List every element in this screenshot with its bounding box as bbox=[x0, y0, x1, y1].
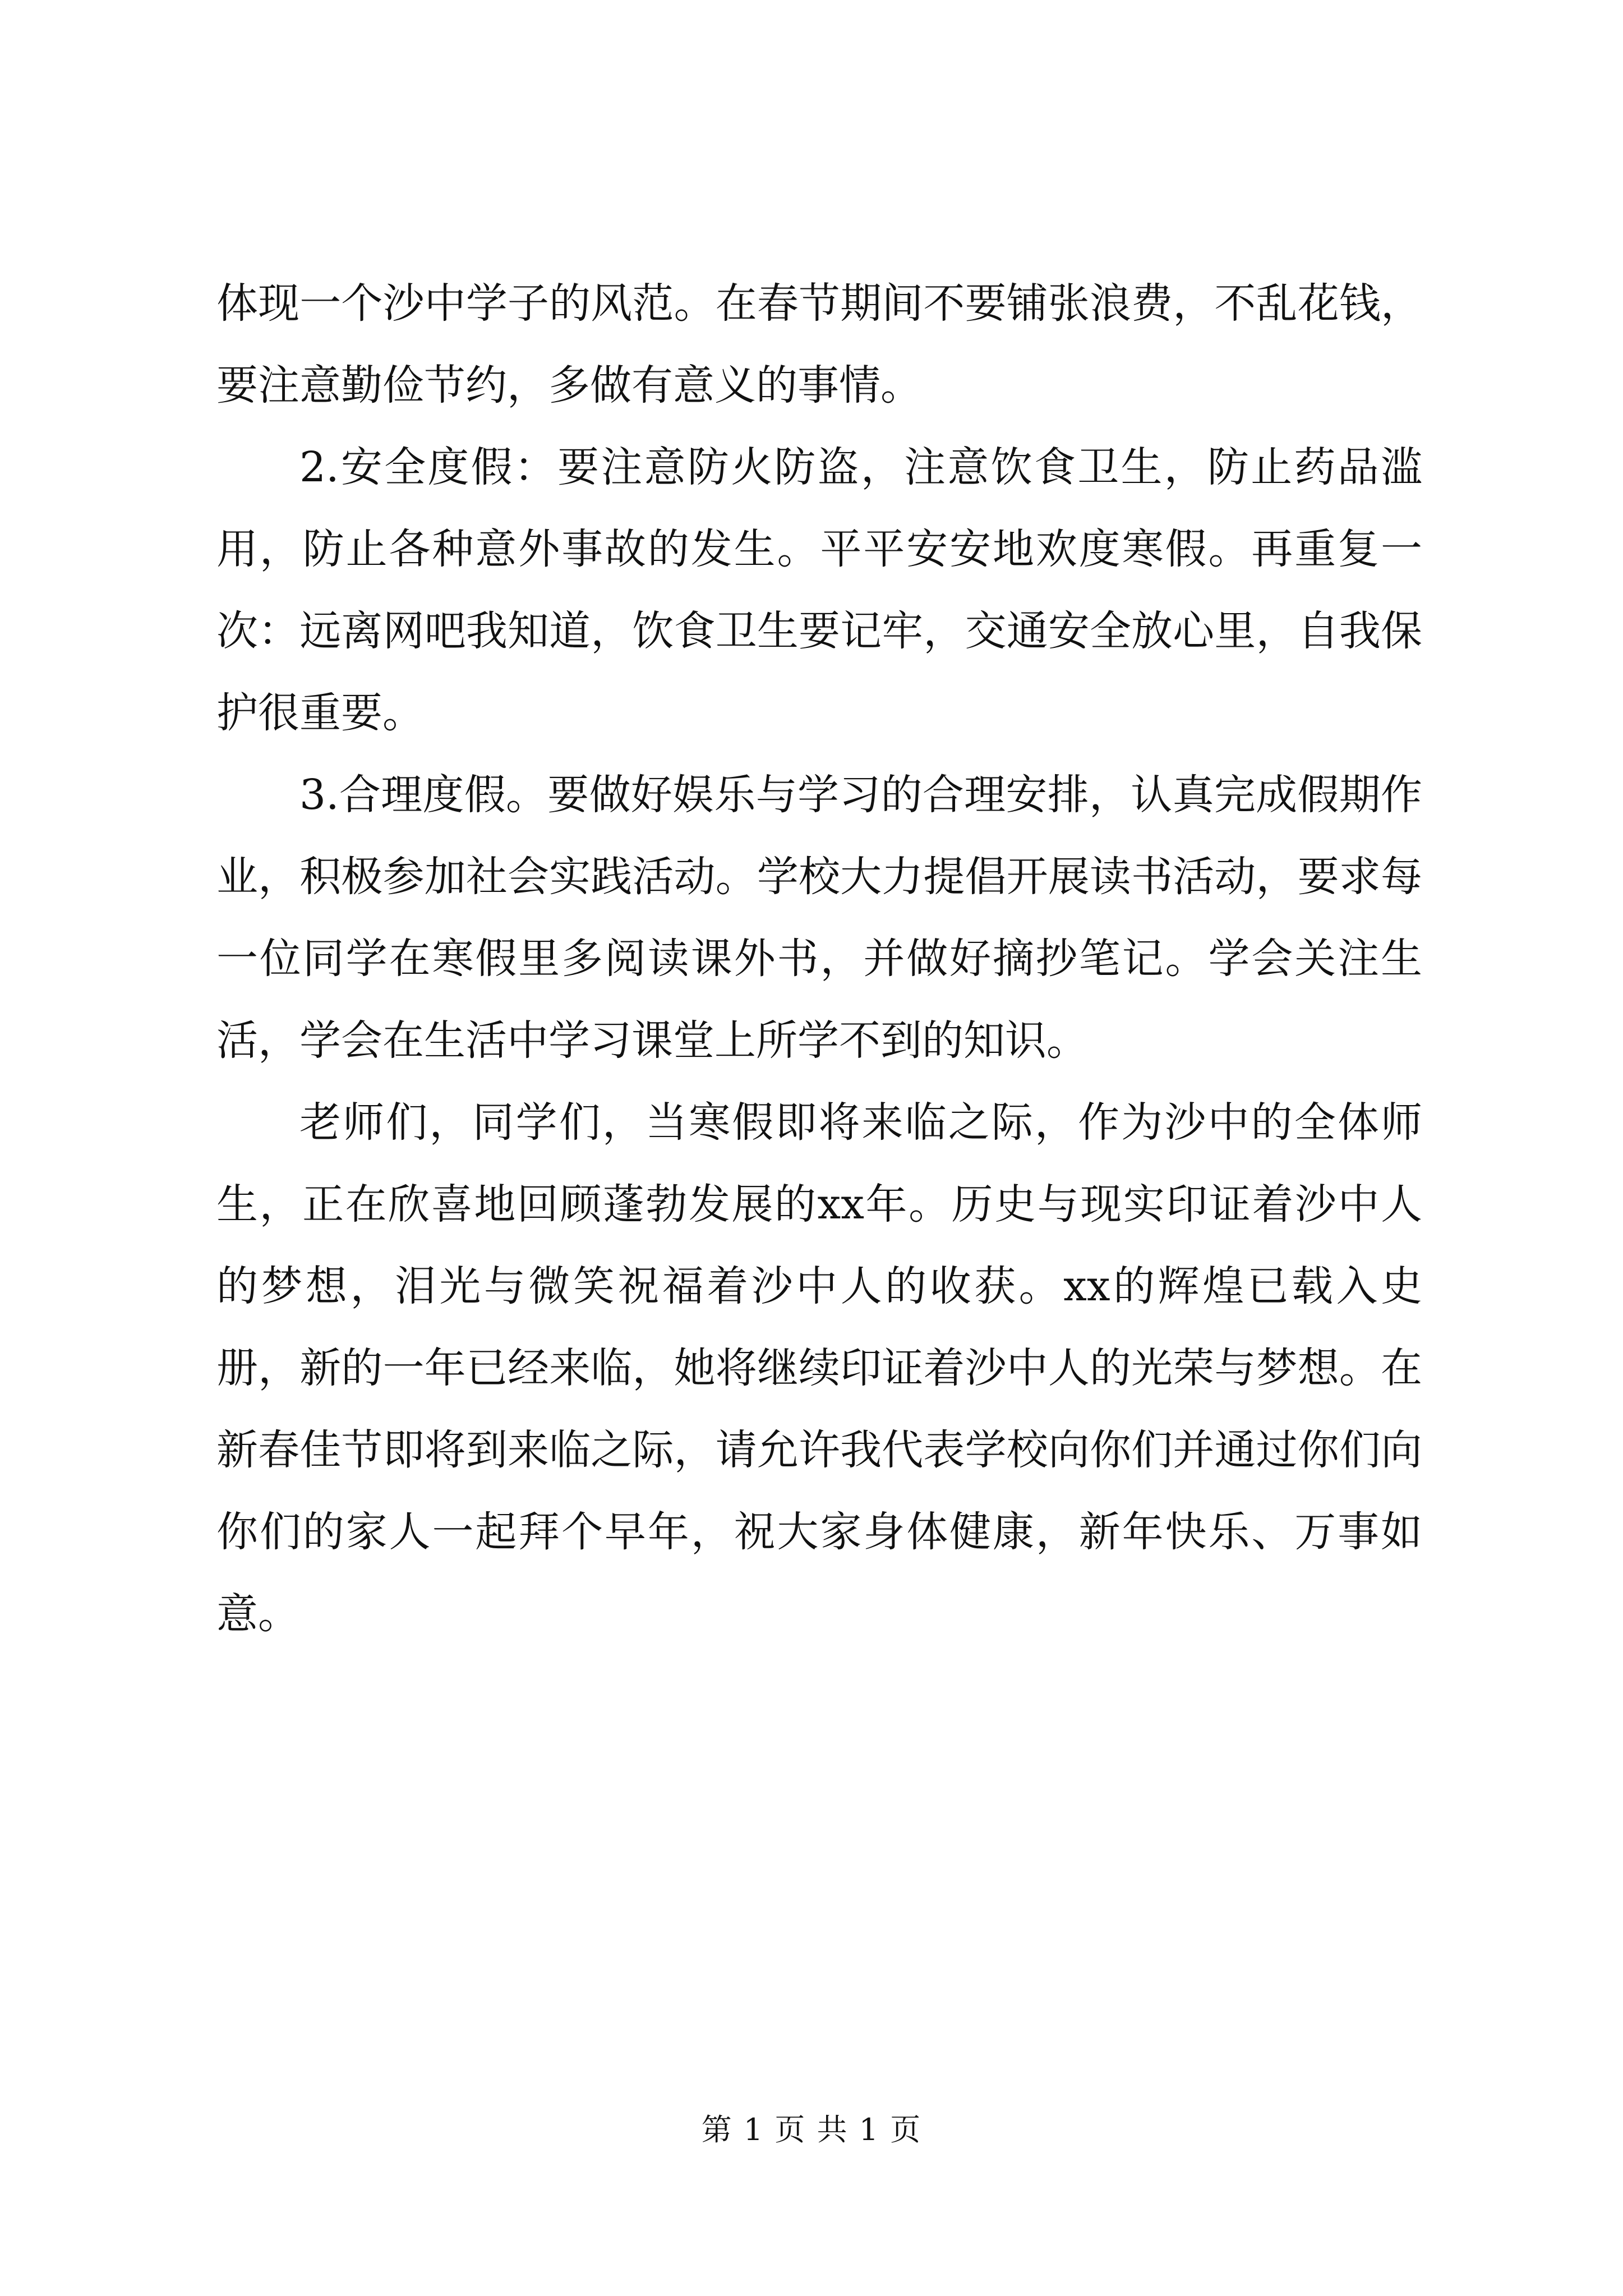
document-body bbox=[216, 263, 1422, 1655]
paragraph-closing-greeting: 老师们，同学们，当寒假即将来临之际，作为沙中的全体师生，正在欣喜地回顾蓬勃发展的xx年。历史与现实印证着沙中人的梦想，泪光与微笑祝福着沙中人的收获。xx的辉煌已载入史册，新的一年已经来临，她将继续印证着沙中人的光荣与梦想。在新春佳节即将到来临之际，请允许我代表学校向你们并通过你们向你们的家人一起拜个早年，祝大家身体健康，新年快乐、万事如意。 bbox=[216, 1098, 1422, 1638]
paragraph-reasonable-holiday: 3.合理度假。要做好娱乐与学习的合理安排，认真完成假期作业，积极参加社会实践活动。学校大力提倡开展读书活动，要求每一位同学在寒假里多阅读课外书，并做好摘抄笔记。学会关注生活，学会在生活中学习课堂上所学不到的知识。 bbox=[216, 771, 1422, 1065]
page-footer: 第 1 页 共 1 页 bbox=[701, 2112, 922, 2147]
paragraph-safe-holiday: 2.安全度假：要注意防火防盗，注意饮食卫生，防止药品滥用，防止各种意外事故的发生。平平安安地欢度寒假。再重复一次：远离网吧我知道，饮食卫生要记牢，交通安全放心里，自我保护很重要。 bbox=[216, 443, 1422, 737]
paragraph-continuation: 体现一个沙中学子的风范。在春节期间不要铺张浪费，不乱花钱，要注意勤俭节约，多做有意义的事情。 bbox=[216, 279, 1422, 409]
